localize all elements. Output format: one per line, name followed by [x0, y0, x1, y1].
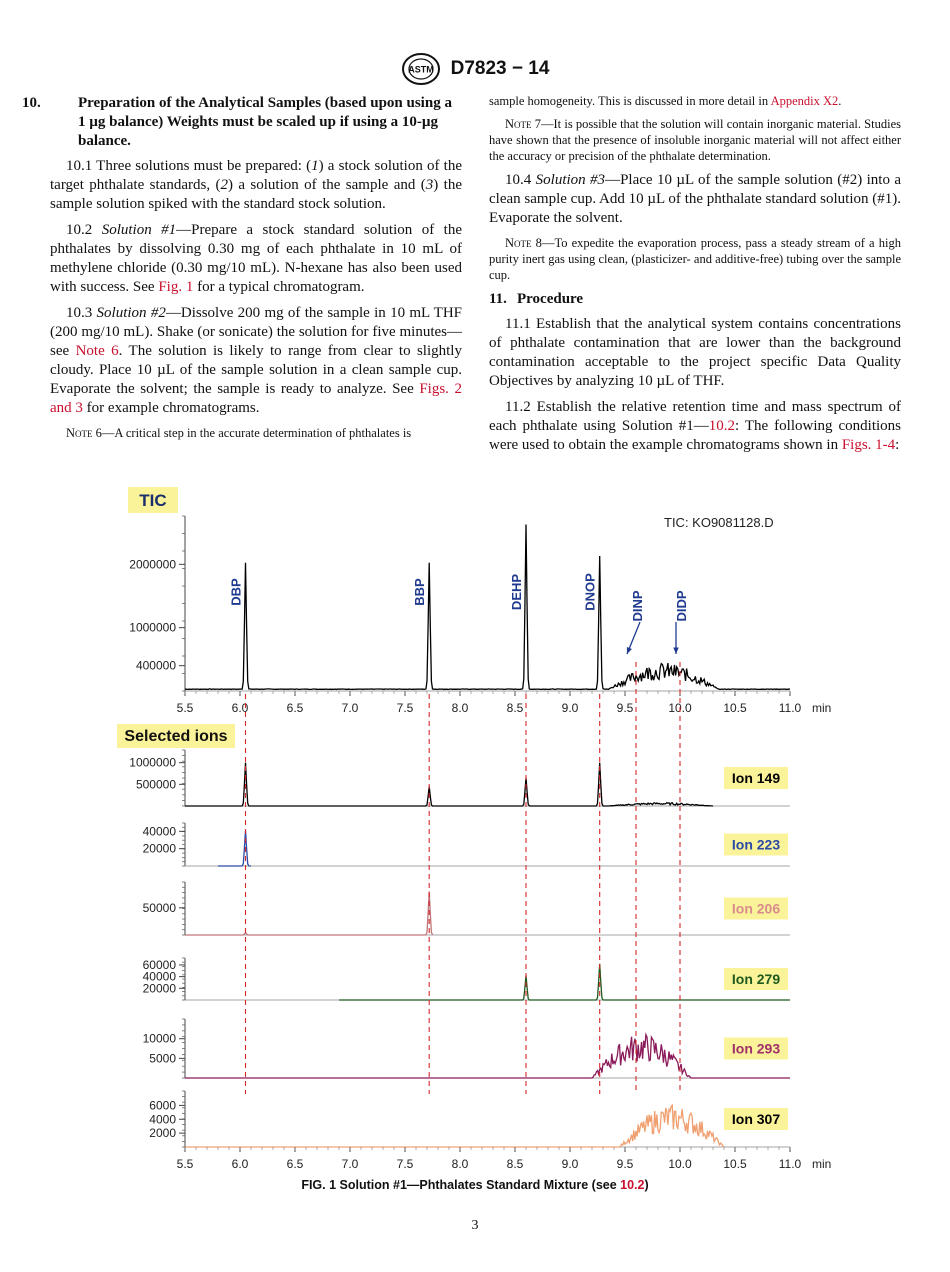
trace-ion-279 — [339, 964, 790, 1000]
left-column — [22, 94, 463, 448]
compound-label: DEHP — [509, 573, 524, 611]
compound-label: BBP — [412, 578, 428, 606]
ion-label: Ion 279 — [731, 971, 781, 987]
ion-label: Ion 223 — [731, 836, 781, 853]
x-tick-label: 8.0 — [451, 701, 469, 715]
y-tick-label: 5000 — [149, 1051, 176, 1066]
x-tick-label: 10.5 — [723, 1157, 747, 1171]
x-tick-label: 6.0 — [231, 701, 249, 715]
fig-1-link[interactable]: Fig. 1 — [158, 279, 194, 295]
x-tick-label: 9.5 — [616, 1157, 634, 1171]
figure-caption: FIG. 1 Solution #1—Phthalates Standard Mixture (see 10.2) — [301, 1178, 649, 1192]
x-tick-label: 7.5 — [396, 701, 414, 715]
x-tick-label: 10.0 — [668, 701, 692, 715]
paragraph-10-2: 10.2 Solution #1—Prepare a stock standard solution of the phthalates by dissolving 0.30 mg of each phthalate in 10 mL of methylene chloride (0.30 mg/10 mL). N-hexane has also been used with success. See Fig. 1 for a typical chromatogram. — [50, 222, 462, 295]
y-tick-label: 500000 — [135, 777, 176, 792]
x-tick-label: 8.0 — [451, 1157, 469, 1171]
note-6: Note 6—A critical step in the accurate determination of phthalates is — [66, 426, 412, 440]
page-header — [0, 52, 950, 86]
x-tick-label: 5.5 — [176, 1157, 194, 1171]
document-number: D7823 − 14 — [450, 58, 550, 79]
y-tick-label: 40000 — [142, 824, 176, 839]
x-tick-label: 10.0 — [668, 1157, 692, 1171]
y-tick-label: 10000 — [142, 1031, 176, 1046]
right-column — [489, 93, 901, 462]
trace-ion-307 — [185, 1105, 724, 1147]
y-tick-label: 1000000 — [129, 755, 176, 770]
paragraph-11-1: 11.1 Establish that the analytical system contains concentrations of phthalate contamination that are lower than the background contamination acceptable to the project specific Data Quality Objectives by analyzing 10 µL of THF. — [489, 316, 901, 389]
note-8: Note 8—To expedite the evaporation process, pass a steady stream of a high purity inert gas using clean, (plasticizer- and additive-free) tubing over the sample cup. — [489, 236, 901, 282]
y-tick-label: 2000000 — [129, 557, 176, 572]
y-tick-label: 20000 — [142, 841, 176, 856]
compound-label: DNOP — [582, 573, 598, 611]
y-tick-label: 50000 — [142, 900, 176, 915]
paragraph-10-4: 10.4 Solution #3—Place 10 µL of the sample solution (#2) into a clean sample cup. Add 10 µL of the phthalate standard solution (#1). Evaporate the solvent. — [489, 172, 901, 226]
arrowhead-icon — [627, 647, 632, 654]
arrowhead-icon — [673, 648, 678, 654]
selected-ions-label: Selected ions — [124, 728, 228, 745]
y-tick-label: 40000 — [142, 969, 176, 984]
logo-text: ASTM — [407, 64, 434, 75]
compound-label: DBP — [228, 578, 244, 606]
figs-2-3-link[interactable]: Figs. 2 and 3 — [50, 381, 462, 416]
astm-logo-icon — [401, 52, 441, 86]
note-6-link[interactable]: Note 6 — [75, 343, 119, 359]
x-tick-label: 11.0 — [778, 701, 802, 715]
x-tick-label: 7.0 — [341, 1157, 359, 1171]
x-unit-label: min — [812, 1157, 832, 1171]
trace-ion-149 — [185, 763, 713, 806]
x-tick-label: 7.0 — [341, 701, 359, 715]
x-tick-label: 9.0 — [561, 701, 579, 715]
y-tick-label: 2000 — [149, 1126, 176, 1141]
x-tick-label: 10.5 — [723, 701, 747, 715]
tic-title: TIC — [139, 491, 167, 510]
x-tick-label: 11.0 — [778, 1157, 802, 1171]
x-tick-label: 6.0 — [231, 1157, 249, 1171]
paragraph-10-1: 10.1 Three solutions must be prepared: (1) a stock solution of the target phthalate standards, (2) a solution of the sample and (3) the sample solution spiked with the standard stock solution. — [50, 158, 462, 212]
x-tick-label: 9.5 — [616, 701, 634, 715]
x-tick-label: 9.0 — [561, 1157, 579, 1171]
y-tick-label: 1000000 — [129, 620, 176, 635]
trace-ion-293 — [185, 1035, 790, 1078]
y-tick-label: 20000 — [142, 981, 176, 996]
y-tick-label: 400000 — [135, 658, 176, 673]
paragraph-10-3: 10.3 Solution #2—Dissolve 200 mg of the sample in 10 mL THF (200 mg/10 mL). Shake (or sonicate) the solution for five minutes—see Note 6. The solution is likely to range from clear to slightly cloudy. Place 10 µL of the sample solution in a clean sample cup. Evaporate the solvent; the sample is ready to analyze. See Figs. 2 and 3 for example chromatograms. — [50, 305, 463, 416]
x-tick-label: 5.5 — [176, 701, 194, 715]
figs-1-4-link[interactable]: Figs. 1-4 — [841, 437, 896, 453]
chromatogram-chart — [112, 482, 842, 1172]
x-tick-label: 6.5 — [286, 701, 304, 715]
x-tick-label: 8.5 — [506, 1157, 524, 1171]
y-tick-label: 60000 — [142, 957, 176, 972]
page-number: 3 — [471, 1218, 479, 1233]
caption-10-2-link[interactable]: 10.2 — [620, 1178, 645, 1192]
section-10-2-link[interactable]: 10.2 — [708, 418, 735, 434]
x-unit-label: min — [812, 701, 832, 715]
section-10-number: 10. — [22, 95, 41, 111]
section-11-heading: 11. Procedure — [489, 291, 584, 307]
tic-file-label: TIC: KO9081128.D — [664, 515, 774, 530]
note-7: Note 7—It is possible that the solution will contain inorganic material. Studies have shown that the presence of insoluble inorganic material will not affect either the accuracy or precision of the phthalate determination. — [489, 117, 901, 163]
compound-label: DINP — [630, 590, 645, 622]
trace-tic — [185, 525, 790, 690]
x-tick-label: 6.5 — [286, 1157, 304, 1171]
note-6-continued: sample homogeneity. This is discussed in more detail in Appendix X2. — [489, 94, 842, 108]
figure-1 — [112, 482, 842, 1172]
section-10-title: Preparation of the Analytical Samples (based upon using a 1 µg balance) Weights must be scaled up if using a 10-µg balance. — [78, 95, 452, 149]
ion-label: Ion 307 — [731, 1111, 781, 1127]
section-10-heading — [22, 94, 462, 151]
ion-label: Ion 206 — [731, 900, 781, 917]
appendix-x2-link[interactable]: Appendix X2 — [770, 94, 839, 108]
ion-label: Ion 149 — [731, 770, 781, 786]
y-tick-label: 6000 — [149, 1098, 176, 1113]
x-tick-label: 7.5 — [396, 1157, 414, 1171]
y-tick-label: 4000 — [149, 1112, 176, 1127]
ion-label: Ion 293 — [731, 1040, 781, 1057]
trace-ion-206 — [185, 891, 433, 935]
x-tick-label: 8.5 — [506, 701, 524, 715]
paragraph-11-2: 11.2 Establish the relative retention time and mass spectrum of each phthalate using Solution #1—10.2: The following conditions were used to obtain the example chromatograms shown in Figs. 1-4: — [489, 399, 901, 453]
compound-label: DIDP — [674, 590, 689, 622]
